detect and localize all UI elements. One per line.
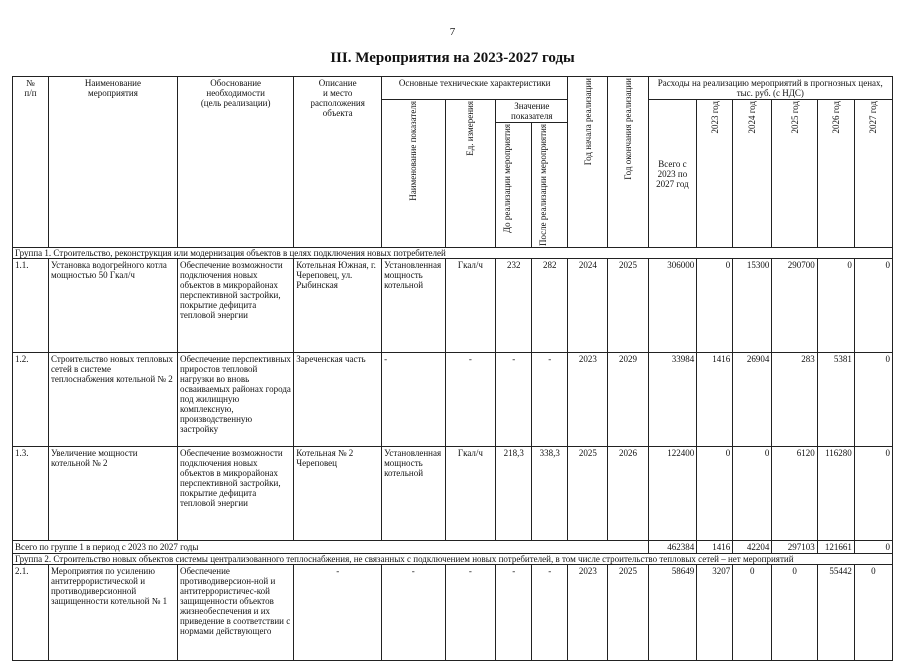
row-2027: 0 [854, 565, 892, 661]
header-2024: 2024 год [733, 100, 772, 248]
header-year-start: Год начала реализации [568, 77, 608, 248]
header-unit: Ед. измерения [445, 100, 496, 248]
row-unit: - [445, 565, 496, 661]
row-num: 1.1. [13, 259, 49, 353]
table-row [13, 565, 893, 661]
row-unit: Гкал/ч [445, 447, 496, 541]
row-after: - [532, 353, 568, 447]
total-sum: 462384 [648, 541, 697, 554]
row-2024: 15300 [733, 259, 772, 353]
row-indicator: - [382, 353, 445, 447]
row-name: Мероприятия по усилению антитеррористической и противодиверсионной защищенности котельной № 1 [48, 565, 177, 661]
group-1-total-label: Всего по группе 1 в период с 2023 по 2027 годы [13, 541, 649, 554]
row-reason: Обеспечение возможности подключения новых объектов в микрорайонах перспективной застройки, покрытие дефицита тепловой энергии [177, 259, 293, 353]
header-after: После реализации мероприятия [532, 123, 568, 248]
page-title: III. Мероприятия на 2023-2027 годы [330, 50, 575, 66]
header-num: № п/п [13, 77, 49, 248]
row-start: 2023 [568, 353, 608, 447]
row-before: - [496, 565, 532, 661]
row-total: 58649 [648, 565, 697, 661]
row-end: 2025 [608, 565, 648, 661]
row-location: - [294, 565, 382, 661]
header-indicator-name: Наименование показателя [382, 100, 445, 248]
row-name: Установка водогрейного котла мощностью 50 Гкал/ч [48, 259, 177, 353]
row-end: 2029 [608, 353, 648, 447]
row-2023: 3207 [697, 565, 733, 661]
row-start: 2024 [568, 259, 608, 353]
row-2023: 1416 [697, 353, 733, 447]
row-2023: 0 [697, 259, 733, 353]
row-num: 1.3. [13, 447, 49, 541]
row-before: 232 [496, 259, 532, 353]
total-2023: 1416 [697, 541, 733, 554]
row-location: Зареченская часть [294, 353, 382, 447]
header-2023: 2023 год [697, 100, 733, 248]
row-2025: 0 [772, 565, 817, 661]
header-2027: 2027 год [854, 100, 892, 248]
row-2026: 5381 [817, 353, 854, 447]
row-num: 1.2. [13, 353, 49, 447]
row-indicator: - [382, 565, 445, 661]
row-indicator: Установленная мощность котельной [382, 259, 445, 353]
row-after: 338,3 [532, 447, 568, 541]
row-before: 218,3 [496, 447, 532, 541]
row-num: 2.1. [13, 565, 49, 661]
header-total-2023-2027: Всего с 2023 по 2027 год [648, 100, 697, 248]
header-2026: 2026 год [817, 100, 854, 248]
row-reason: Обеспечение противодиверсион-ной и антитеррористичес-кой защищенности объектов жизнеобеспечения и их приведение в соответствии с нормами действующего [177, 565, 293, 661]
table-row [13, 259, 893, 353]
header-year-end: Год окончания реализации [608, 77, 648, 248]
row-end: 2025 [608, 259, 648, 353]
header-value: Значение показателя [496, 100, 568, 123]
table-row [13, 447, 893, 541]
row-2027: 0 [854, 259, 892, 353]
row-2023: 0 [697, 447, 733, 541]
row-2025: 283 [772, 353, 817, 447]
row-end: 2026 [608, 447, 648, 541]
row-2026: 0 [817, 259, 854, 353]
total-2024: 42204 [733, 541, 772, 554]
header-2025: 2025 год [772, 100, 817, 248]
row-2024: 26904 [733, 353, 772, 447]
row-reason: Обеспечение возможности подключения новых объектов в микрорайонах перспективной застройки, покрытие дефицита тепловой энергии [177, 447, 293, 541]
row-reason: Обеспечение перспективных приростов тепловой нагрузки во вновь осваиваемых районах города под жилищную комплексную, производственную застройку [177, 353, 293, 447]
row-after: - [532, 565, 568, 661]
page-number: 7 [449, 26, 456, 38]
total-2026: 121661 [817, 541, 854, 554]
row-total: 33984 [648, 353, 697, 447]
row-2027: 0 [854, 447, 892, 541]
header-before: До реализации мероприятия [496, 123, 532, 248]
header-reason: Обоснование необходимости (цель реализации) [177, 77, 293, 248]
row-name: Строительство новых тепловых сетей в системе теплоснабжения котельной № 2 [48, 353, 177, 447]
row-total: 122400 [648, 447, 697, 541]
group-2-title: Группа 2. Строительство новых объектов системы централизованного теплоснабжения, не связанных с подключением новых потребителей, в том числе строительство тепловых сетей – нет мероприятий [13, 554, 893, 565]
header-location: Описание и место расположения объекта [294, 77, 382, 248]
total-2027: 0 [854, 541, 892, 554]
row-start: 2023 [568, 565, 608, 661]
row-before: - [496, 353, 532, 447]
header-costs: Расходы на реализацию мероприятий в прогнозных ценах, тыс. руб. (с НДС) [648, 77, 892, 100]
row-2025: 6120 [772, 447, 817, 541]
measures-table [12, 76, 893, 661]
row-2026: 55442 [817, 565, 854, 661]
row-location: Котельная № 2 Череповец [294, 447, 382, 541]
row-name: Увеличение мощности котельной № 2 [48, 447, 177, 541]
row-2027: 0 [854, 353, 892, 447]
row-location: Котельная Южная, г. Череповец, ул. Рыбинская [294, 259, 382, 353]
row-2025: 290700 [772, 259, 817, 353]
row-indicator: Установленная мощность котельной [382, 447, 445, 541]
total-2025: 297103 [772, 541, 817, 554]
row-after: 282 [532, 259, 568, 353]
row-2026: 116280 [817, 447, 854, 541]
row-start: 2025 [568, 447, 608, 541]
row-unit: - [445, 353, 496, 447]
header-name: Наименование мероприятия [48, 77, 177, 248]
row-2024: 0 [733, 565, 772, 661]
row-unit: Гкал/ч [445, 259, 496, 353]
header-tech: Основные технические характеристики [382, 77, 568, 100]
table-row [13, 353, 893, 447]
group-1-title: Группа 1. Строительство, реконструкция или модернизация объектов в целях подключения новых потребителей [13, 248, 893, 259]
row-2024: 0 [733, 447, 772, 541]
row-total: 306000 [648, 259, 697, 353]
group-1-total-row [13, 541, 893, 554]
